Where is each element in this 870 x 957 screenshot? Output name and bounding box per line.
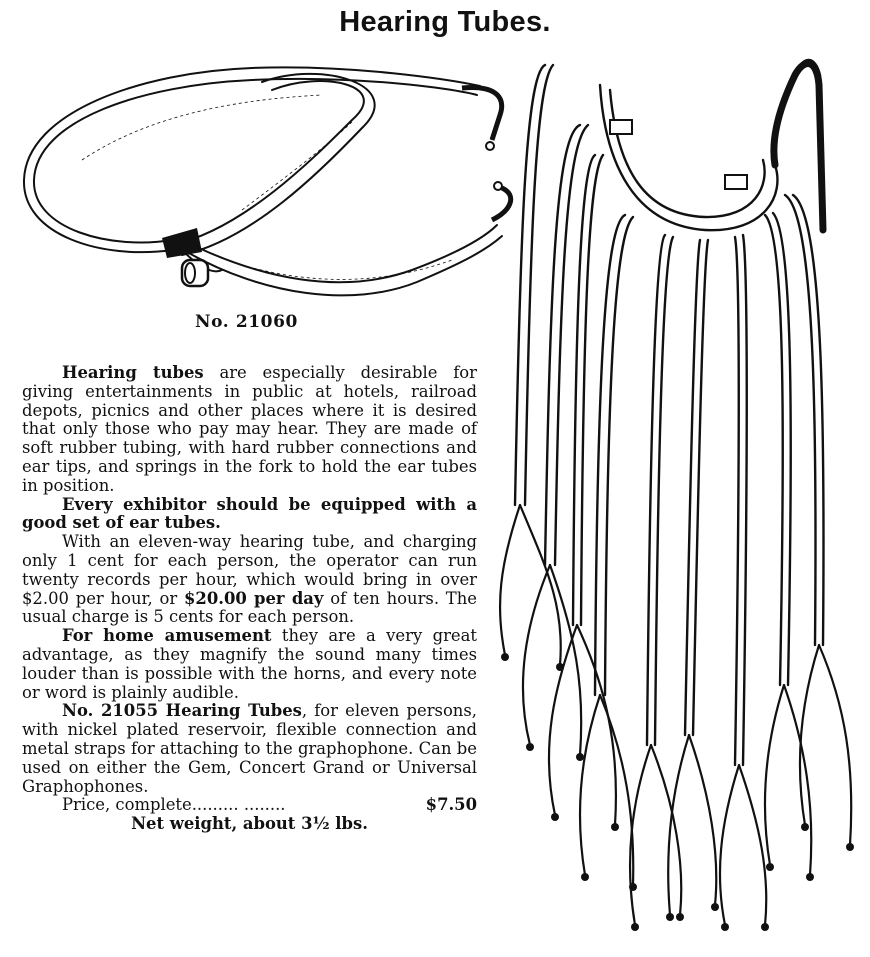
price-line (22, 796, 477, 815)
paragraph-product (22, 702, 477, 796)
product-text: , for eleven persons, with nickel plated reservoir, flexible connection and metal straps for attaching to the graphophone. Can be used on either the Gem, Concert Grand or Universal Graphophones. (22, 701, 477, 796)
earnings-text-1: With an eleven-way hearing tube, and charging only 1 cent for each person, the operator can run twenty records per hour, which would bring in over $2.00 per hour, or (22, 532, 477, 608)
paragraph-earnings (22, 533, 477, 627)
price-value: $7.50 (425, 795, 477, 815)
earnings-text-2: of ten hours. The usual charge is 5 cents for each person. (22, 588, 477, 627)
description-text (22, 364, 477, 834)
paragraph-home (22, 627, 477, 702)
price-label: Price, complete......... ........ (62, 795, 286, 815)
intro-lead: Hearing tubes (62, 363, 204, 382)
home-lead: For home amusement (62, 626, 272, 646)
paragraph-exhibitor (22, 496, 477, 534)
weight-line: Net weight, about 3½ lbs. (131, 814, 368, 834)
page-title: Hearing Tubes. (339, 6, 551, 38)
figure-caption: No. 21060 (195, 312, 298, 332)
exhibitor-text: Every exhibitor should be equipped with a good set of ear tubes. (22, 494, 477, 533)
home-text: they are a very great advantage, as they magnify the sound many times louder than is possible with the horns, and every note or word is plainly audible. (22, 626, 477, 702)
earnings-bold: $20.00 per day (184, 588, 324, 608)
product-lead: No. 21055 Hearing Tubes (62, 701, 302, 721)
hearing-tube-illustration-small (22, 60, 527, 315)
intro-text: are especially desirable for giving entertainments in public at hotels, railroad depots, picnics and other places where it is desired that only those who pay may hear. They are made of soft rubber tubing, with hard rubber connections and ear tips, and springs in the fork to hold the ear tubes in position. (22, 363, 478, 495)
paragraph-intro (22, 364, 477, 496)
eleven-way-hearing-tube-illustration (485, 45, 870, 950)
